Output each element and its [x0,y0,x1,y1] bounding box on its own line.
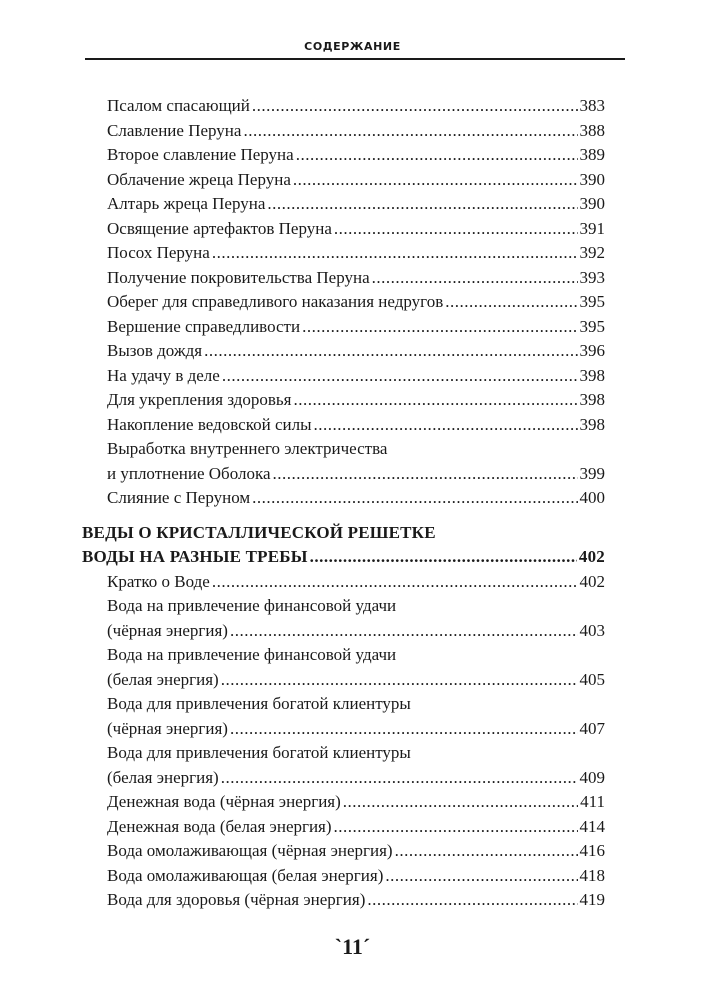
toc-entry-line [107,364,605,389]
dot-leader [267,192,577,217]
dot-leader [302,315,577,340]
toc-page-number: 411 [580,792,605,811]
toc-entry [0,570,705,595]
toc-entry [0,119,705,144]
toc-entry-title: (чёрная энергия) [107,718,228,738]
toc-entry [0,888,705,913]
dot-leader [367,888,577,913]
toc-page-number: 398 [579,365,605,385]
toc-entry-line [107,339,605,364]
dot-leader [334,217,578,242]
toc-page-number: 418 [579,865,605,885]
dot-leader [395,839,578,864]
toc-entry-title: (белая энергия) [107,767,219,787]
toc-entry [0,266,705,291]
toc-entry [0,217,705,242]
toc-section-entry [0,521,705,570]
toc-entry-title: Выработка внутреннего электричества [107,439,388,458]
toc-entry-title: Вода для привлечения богатой клиентуры [107,694,411,713]
toc-entry [0,364,705,389]
toc-entry-title: Денежная вода (белая энергия) [107,816,332,836]
toc-entry [0,790,705,815]
toc-entry-title: Слияние с Перуном [107,488,251,507]
toc-entry-title: На удачу в деле [107,365,220,385]
toc-entry-title: ВОДЫ НА РАЗНЫЕ ТРЕБЫ [82,547,308,566]
toc-page-number: 392 [579,243,605,262]
toc-entry [0,241,705,266]
toc-entry [0,192,705,217]
toc-entry-line [107,266,605,291]
toc-entry-title: Вызов дождя [107,341,203,360]
dot-leader [310,545,577,570]
toc-page-number: 383 [579,96,605,115]
toc-entry-title: Вода омолаживающая (чёрная энергия) [107,841,393,860]
toc-entry [0,815,705,840]
toc-entry-line [107,815,605,840]
page-number: `11´ [334,934,371,959]
toc-entry-line [107,241,605,266]
toc-entry-line [82,521,605,546]
dot-leader [334,815,578,840]
toc-entry-line [107,119,605,144]
toc-entry-line [107,290,605,315]
dot-leader [230,717,578,742]
toc-entry [0,839,705,864]
toc-page-number: 395 [579,292,605,311]
toc-entry-title: Облачение жреца Перуна [107,169,291,189]
toc-entry-line [107,864,605,889]
toc-page-number: 393 [579,267,605,287]
toc-entry-line [107,717,605,742]
toc-entry-title: Вода омолаживающая (белая энергия) [107,865,384,885]
toc-page-number: 405 [579,669,605,689]
toc-page-number: 400 [579,488,605,507]
toc-entry-line [107,388,605,413]
toc-page-number: 402 [578,547,605,566]
dot-leader [293,168,578,193]
toc-entry-title: Вода на привлечение финансовой удачи [107,596,397,615]
toc-entry-line [107,94,605,119]
toc-entry-line [107,570,605,595]
toc-page-number: 409 [579,767,605,787]
dot-leader [212,570,578,595]
toc-page-number: 391 [579,218,605,238]
toc-entry-line [107,839,605,864]
toc-page-number: 402 [579,571,605,591]
toc-entry [0,594,705,643]
toc-entry-line [107,643,605,668]
toc-entry-line [107,668,605,693]
toc-entry-line [107,594,605,619]
toc-entry-line [107,766,605,791]
toc-page-number: 398 [579,390,605,409]
toc-entry-title: Кратко о Воде [107,571,210,591]
toc-page-number: 416 [579,841,605,860]
toc-entry-line [107,437,605,462]
toc-page-number: 389 [579,145,605,164]
toc-page-number: 390 [579,194,605,213]
toc-entry-title: Вода для привлечения богатой клиентуры [107,743,411,762]
dot-leader [343,790,578,815]
dot-leader [243,119,577,144]
toc-entry [0,94,705,119]
toc-entry-title: Накопление ведовской силы [107,414,312,434]
toc-entry-line [107,741,605,766]
toc-entry-title: Для укрепления здоровья [107,390,292,409]
toc-entry [0,692,705,741]
toc-page-number: 419 [579,890,605,909]
toc-entry-line [107,790,605,815]
toc-entry-title: Вода для здоровья (чёрная энергия) [107,890,366,909]
toc-page-number: 399 [579,463,605,483]
toc-entry-line [107,315,605,340]
toc-entry [0,290,705,315]
toc-entry [0,486,705,511]
toc-page-number: 414 [579,816,605,836]
toc-entry-line [107,486,605,511]
toc-entry-title: Посох Перуна [107,243,210,262]
toc-entry [0,864,705,889]
dot-leader [372,266,578,291]
toc-entry-line [82,545,605,570]
toc-entry-line [107,413,605,438]
header-divider [85,58,625,60]
dot-leader [445,290,577,315]
toc-entry-line [107,168,605,193]
dot-leader [296,143,578,168]
toc-entry-title: и уплотнение Оболока [107,463,271,483]
dot-leader [230,619,578,644]
toc-entry-title: Вершение справедливости [107,316,301,336]
toc-entry-title: (белая энергия) [107,669,219,689]
toc-entry-title: Денежная вода (чёрная энергия) [107,792,341,811]
toc-entry-title: Получение покровительства Перуна [107,267,370,287]
dot-leader [273,462,578,487]
dot-leader [221,668,578,693]
toc-entry [0,168,705,193]
toc-entry-title: Вода на привлечение финансовой удачи [107,645,397,664]
toc-page-number: 407 [579,718,605,738]
dot-leader [294,388,578,413]
toc-entry [0,413,705,438]
toc-entry-line [107,619,605,644]
toc-page-number: 396 [579,341,605,360]
dot-leader [212,241,578,266]
toc-entry-title: Оберег для справедливого наказания недругов [107,292,444,311]
toc-entry-title: (чёрная энергия) [107,620,228,640]
running-header-title: СОДЕРЖАНИЕ [304,40,401,53]
toc-page-number: 390 [579,169,605,189]
toc-entry-title: Псалом спасающий [107,96,250,115]
toc-entry-line [107,888,605,913]
toc-page-number: 398 [579,414,605,434]
toc-entry [0,339,705,364]
table-of-contents [0,94,705,913]
toc-entry-title: Освящение артефактов Перуна [107,218,332,238]
toc-entry-line [107,217,605,242]
dot-leader [252,486,577,511]
toc-entry [0,437,705,486]
toc-page-number: 395 [579,316,605,336]
toc-entry-title: Алтарь жреца Перуна [107,194,266,213]
toc-entry [0,315,705,340]
toc-page-number: 403 [579,620,605,640]
toc-entry [0,388,705,413]
toc-entry-line [107,462,605,487]
toc-entry-line [107,692,605,717]
toc-entry [0,143,705,168]
dot-leader [314,413,578,438]
toc-entry-title: ВЕДЫ О КРИСТАЛЛИЧЕСКОЙ РЕШЕТКЕ [82,522,436,542]
toc-entry-title: Славление Перуна [107,120,242,140]
toc-page-number: 388 [579,120,605,140]
dot-leader [385,864,577,889]
dot-leader [222,364,578,389]
dot-leader [204,339,577,364]
dot-leader [252,94,578,119]
toc-entry-line [107,192,605,217]
toc-entry [0,643,705,692]
toc-entry-title: Второе славление Перуна [107,145,294,164]
toc-entry-line [107,143,605,168]
toc-entry [0,741,705,790]
dot-leader [221,766,578,791]
